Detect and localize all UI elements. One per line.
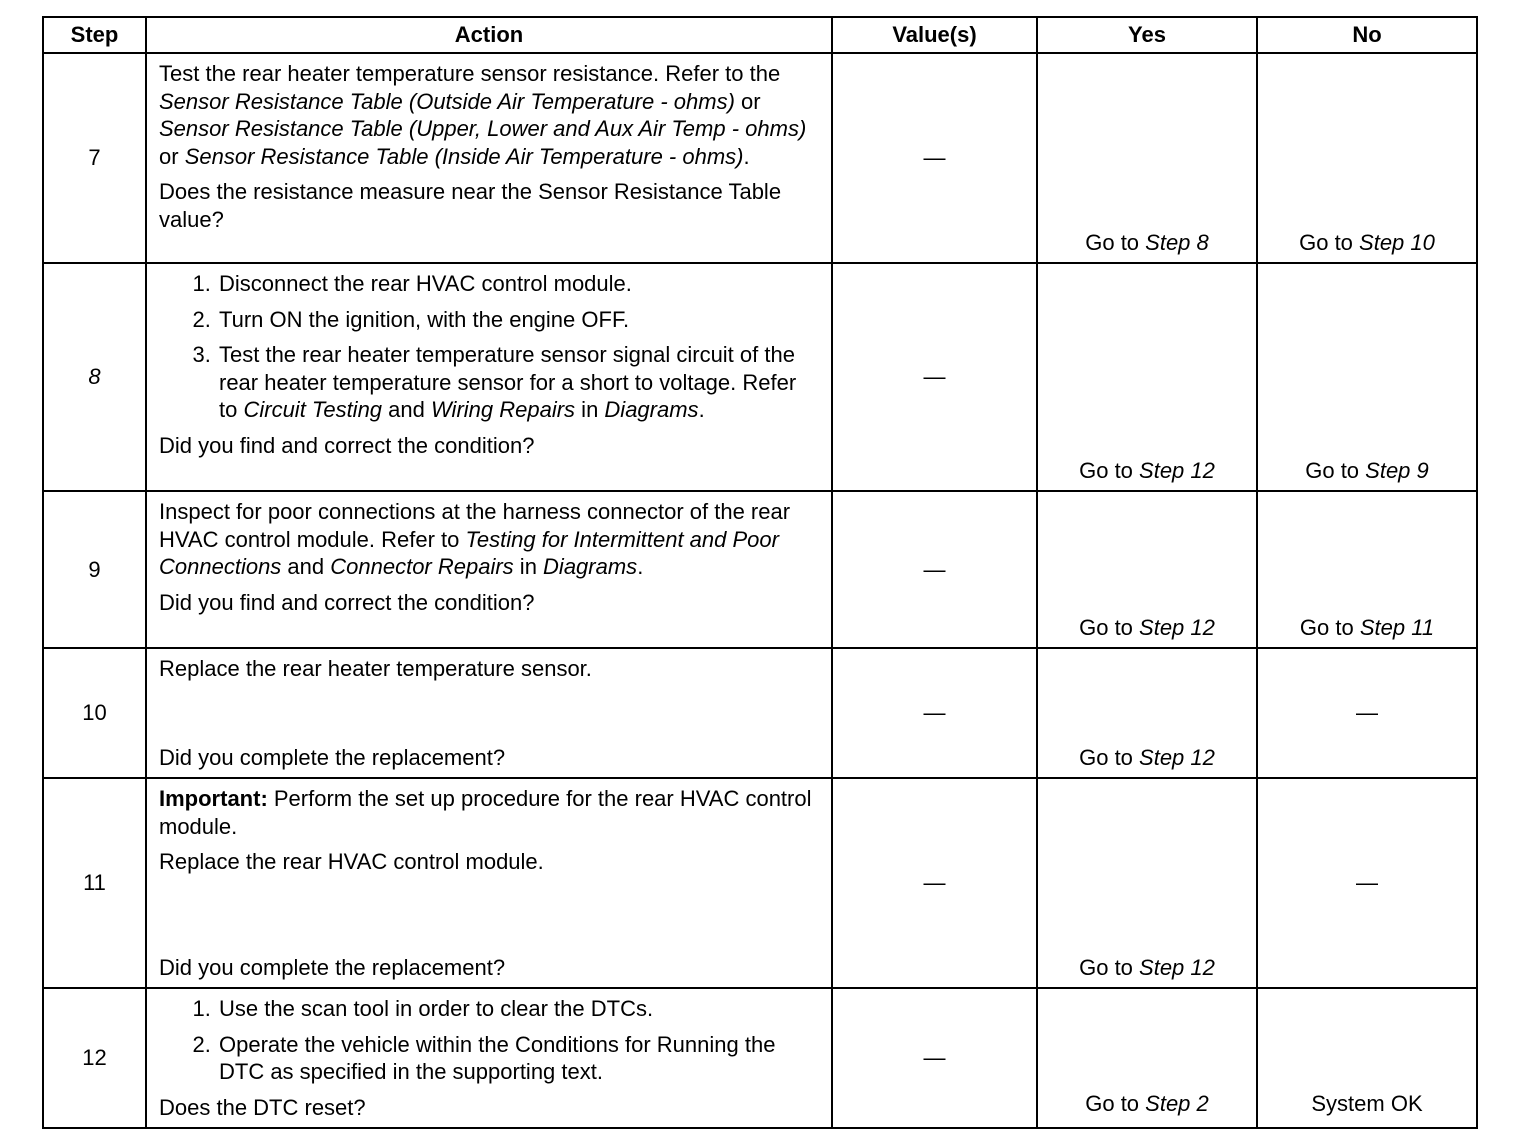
value-cell: — (832, 778, 1037, 988)
important-note: Important: Perform the set up procedure for the rear HVAC control module. (159, 786, 812, 839)
yes-goto-link[interactable]: Go to Step 12 (1079, 615, 1215, 640)
action-text: Test the rear heater temperature sensor resistance. Refer to the Sensor Resistance Table (Outside Air Temperature - ohms) or Sensor Resistance Table (Upper, Lower and Aux Air Temp - ohms) or Sensor Resistance Table (Inside Air Temperature - ohms). (159, 61, 807, 169)
yes-cell (1037, 988, 1257, 1128)
action-text: Replace the rear HVAC control module. (159, 849, 544, 874)
step-number: 10 (43, 648, 146, 778)
header-step: Step (43, 17, 146, 53)
header-yes: Yes (1037, 17, 1257, 53)
action-question: Did you complete the replacement? (159, 954, 506, 980)
action-cell (146, 263, 832, 491)
table-row (43, 648, 1477, 778)
value-cell: — (832, 648, 1037, 778)
table-row (43, 491, 1477, 648)
yes-goto-link[interactable]: Go to Step 12 (1079, 955, 1215, 980)
action-cell (146, 491, 832, 648)
action-question: Did you find and correct the condition? (159, 432, 535, 458)
no-cell: — (1257, 648, 1477, 778)
header-no: No (1257, 17, 1477, 53)
value-cell: — (832, 491, 1037, 648)
value-cell: — (832, 263, 1037, 491)
action-cell (146, 648, 832, 778)
value-cell: — (832, 53, 1037, 263)
step-number: 11 (43, 778, 146, 988)
system-ok-text: System OK (1311, 1091, 1423, 1116)
yes-goto-link[interactable]: Go to Step 2 (1085, 1091, 1209, 1116)
no-cell (1257, 53, 1477, 263)
action-text: Inspect for poor connections at the harness connector of the rear HVAC control module. Refer to Testing for Intermittent and Poor Connections and Connector Repairs in Diagrams. (159, 499, 791, 579)
no-cell (1257, 263, 1477, 491)
list-item: 2. Turn ON the ignition, with the engine OFF. (217, 306, 817, 334)
no-goto-link[interactable]: Go to Step 10 (1299, 230, 1435, 255)
step-number: 12 (43, 988, 146, 1128)
step-number: 9 (43, 491, 146, 648)
action-question: Does the DTC reset? (159, 1094, 366, 1120)
no-goto-link[interactable]: Go to Step 9 (1305, 458, 1429, 483)
header-row (43, 17, 1477, 53)
step-number: 7 (43, 53, 146, 263)
value-cell: — (832, 988, 1037, 1128)
yes-cell (1037, 263, 1257, 491)
no-cell: — (1257, 778, 1477, 988)
no-goto-link[interactable]: Go to Step 11 (1299, 615, 1435, 640)
yes-cell (1037, 778, 1257, 988)
diagnostic-table (42, 16, 1478, 1129)
list-item: 2. Operate the vehicle within the Conditions for Running the DTC as specified in the supporting text. (217, 1031, 817, 1086)
yes-goto-link[interactable]: Go to Step 12 (1079, 458, 1215, 483)
table-row (43, 778, 1477, 988)
header-action: Action (146, 17, 832, 53)
step-number: 8 (43, 263, 146, 491)
table-row (43, 263, 1477, 491)
action-steps (159, 270, 817, 424)
yes-goto-link[interactable]: Go to Step 12 (1079, 745, 1215, 770)
yes-goto-link[interactable]: Go to Step 8 (1085, 230, 1209, 255)
list-item: 3. Test the rear heater temperature sensor signal circuit of the rear heater temperature sensor for a short to voltage. Refer to Circuit Testing and Wiring Repairs in Diagrams. (217, 341, 817, 424)
action-question: Does the resistance measure near the Sensor Resistance Table value? (159, 179, 782, 232)
action-steps (159, 995, 817, 1086)
list-item: 1. Use the scan tool in order to clear the DTCs. (217, 995, 817, 1023)
no-cell (1257, 491, 1477, 648)
action-text: Replace the rear heater temperature sensor. (159, 656, 592, 681)
action-question: Did you complete the replacement? (159, 744, 506, 770)
yes-cell (1037, 491, 1257, 648)
important-label: Important: (159, 786, 268, 811)
header-values: Value(s) (832, 17, 1037, 53)
no-cell (1257, 988, 1477, 1128)
table-row (43, 988, 1477, 1128)
table-row (43, 53, 1477, 263)
action-cell (146, 778, 832, 988)
action-question: Did you find and correct the condition? (159, 589, 535, 615)
yes-cell (1037, 648, 1257, 778)
action-cell (146, 53, 832, 263)
yes-cell (1037, 53, 1257, 263)
action-cell (146, 988, 832, 1128)
list-item: 1. Disconnect the rear HVAC control module. (217, 270, 817, 298)
